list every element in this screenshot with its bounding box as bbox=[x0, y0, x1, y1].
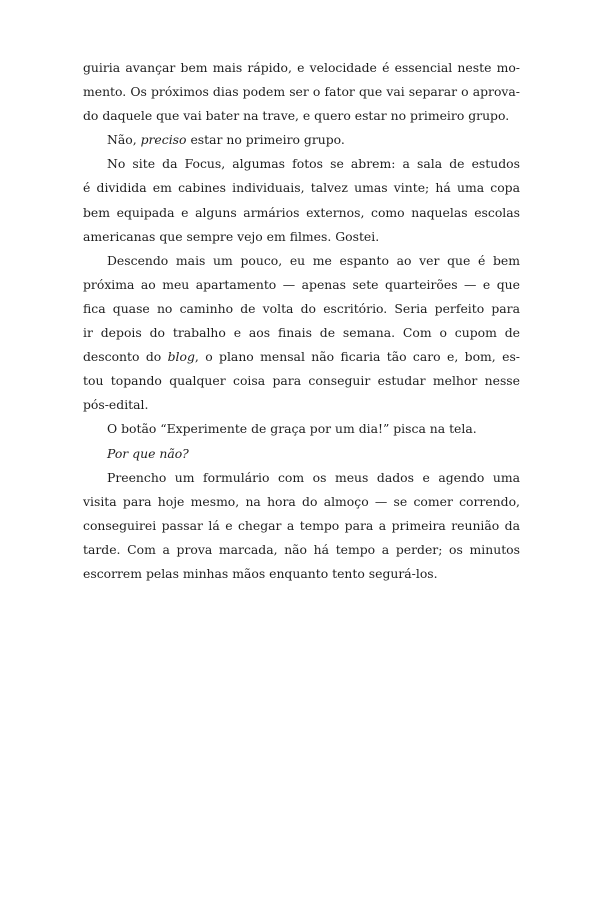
text-line: do daquele que vai bater na trave, e quero estar no primeiro grupo. bbox=[83, 108, 510, 124]
text-line: Por que não? bbox=[107, 445, 189, 461]
text-line: escorrem pelas minhas mãos enquanto tento segurá-los. bbox=[83, 565, 438, 581]
text-line: Não, preciso estar no primeiro grupo. bbox=[107, 132, 345, 148]
text-line: guiria avançar bem mais rápido, e velocidade é essencial neste mo- bbox=[83, 60, 520, 75]
text-line: ir depois do trabalho e aos finais de semana. Com o cupom de bbox=[83, 325, 520, 341]
text-line: mento. Os próximos dias podem ser o fator que vai separar o aprova- bbox=[83, 84, 520, 100]
text-line: tou topando qualquer coisa para conseguir estudar melhor nesse bbox=[83, 373, 520, 389]
text-line: pós-edital. bbox=[83, 397, 149, 413]
text-line: fica quase no caminho de volta do escritório. Seria perfeito para bbox=[83, 300, 520, 316]
text-line: conseguirei passar lá e chegar a tempo para a primeira reunião da bbox=[83, 517, 520, 533]
text-line: bem equipada e alguns armários externos, como naquelas escolas bbox=[83, 204, 520, 220]
text-line: Preencho um formulário com os meus dados e agendo uma bbox=[107, 469, 520, 485]
text-line: Descendo mais um pouco, eu me espanto ao ver que é bem bbox=[107, 252, 520, 268]
text-line: visita para hoje mesmo, na hora do almoço — se comer correndo, bbox=[83, 493, 520, 509]
text-line: desconto do blog, o plano mensal não ficaria tão caro e, bom, es- bbox=[83, 349, 520, 365]
text-line: americanas que sempre vejo em filmes. Gostei. bbox=[83, 228, 380, 244]
text-line: No site da Focus, algumas fotos se abrem: a sala de estudos bbox=[107, 156, 520, 172]
body-text bbox=[83, 56, 520, 586]
text-line: O botão “Experimente de graça por um dia!” pisca na tela. bbox=[107, 421, 477, 437]
text-line: próxima ao meu apartamento — apenas sete quarteirões — e que bbox=[83, 276, 520, 292]
text-line: é dividida em cabines individuais, talvez umas vinte; há uma copa bbox=[83, 180, 520, 196]
text-line: tarde. Com a prova marcada, não há tempo a perder; os minutos bbox=[83, 541, 520, 557]
